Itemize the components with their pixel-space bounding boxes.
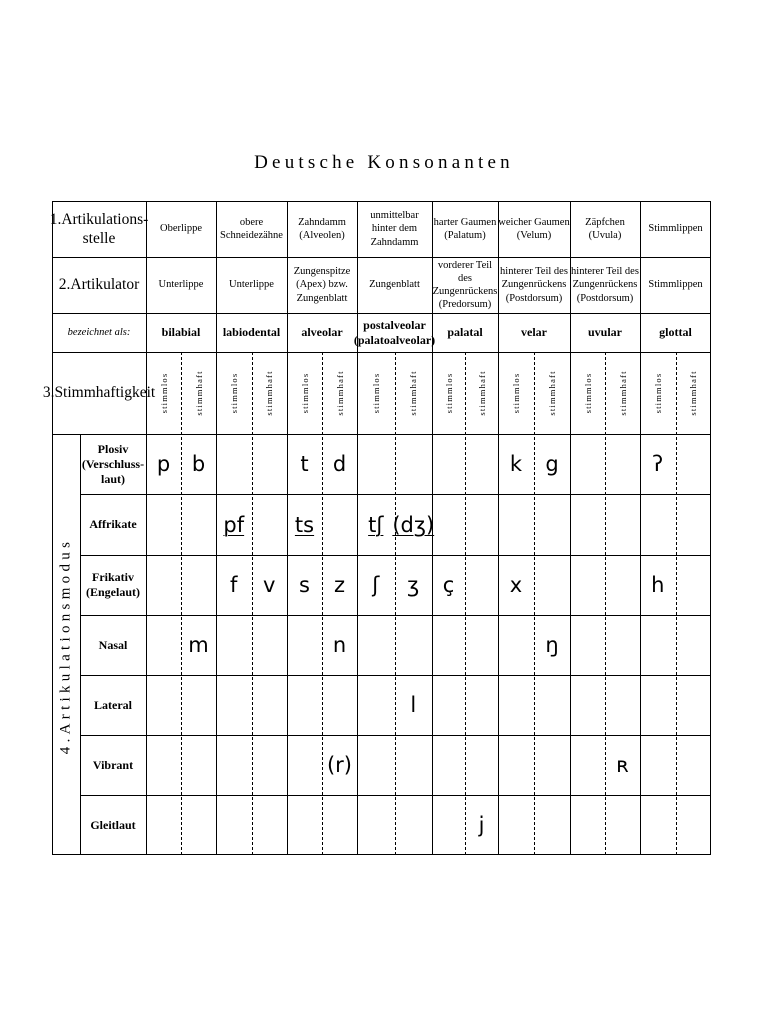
row-label: Gleitlaut <box>90 817 136 832</box>
ipa-symbol: ts <box>294 512 315 537</box>
row-rule <box>80 735 711 736</box>
header-artikulator: hinterer Teil des Zungenrückens (Postdorsum) <box>571 266 639 304</box>
header-artikulator: Unterlippe <box>229 279 274 291</box>
voiced-label: stimmhaft <box>476 370 487 416</box>
label-stimmhaftigkeit: 3.Stimmhaftigkeit <box>42 384 156 402</box>
header-stelle: Zahndamm (Alveolen) <box>298 216 346 241</box>
voiceless-label: stimmlos <box>511 372 521 414</box>
header-name: postalveolar (palatoalveolar) <box>353 317 436 347</box>
header-artikulator: Stimmlippen <box>648 279 703 291</box>
header-name: alveolar <box>301 325 343 339</box>
header-stelle: weicher Gaumen (Velum) <box>498 216 570 241</box>
header-artikulator: Unterlippe <box>158 279 204 291</box>
ipa-symbol: ʀ <box>616 753 629 777</box>
voiceless-label: stimmlos <box>299 372 310 414</box>
ipa-symbol: x <box>509 573 523 597</box>
header-artikulator: Zungenblatt <box>369 279 420 291</box>
header-artikulator: Zungenspitze (Apex) bzw. Zungenblatt <box>293 266 351 304</box>
header-name: palatal <box>447 325 483 339</box>
row-label: Vibrant <box>92 757 134 772</box>
voiceless-label: stimmlos <box>443 372 454 414</box>
voiced-label: stimmhaft <box>334 370 345 416</box>
ipa-symbol: t <box>300 452 309 476</box>
label-artikulator: 2.Artikulator <box>58 276 140 294</box>
header-name: labiodental <box>222 325 281 339</box>
label-artikulationsstelle: 1.Artikulations-stelle <box>49 210 149 247</box>
header-rule <box>52 352 711 353</box>
voiced-label: stimmhaft <box>688 370 699 416</box>
ipa-symbol: v <box>263 573 276 597</box>
voiced-label: stimmhaft <box>193 370 204 416</box>
ipa-symbol: p <box>156 452 171 476</box>
ipa-symbol: (dʒ) <box>392 512 435 537</box>
page-title: Deutsche Konsonanten <box>254 152 514 173</box>
row-label: Affrikate <box>89 517 137 531</box>
voiceless-label: stimmlos <box>652 372 663 414</box>
label-bezeichnet: bezeichnet als: <box>67 326 131 338</box>
ipa-symbol: f <box>230 573 238 597</box>
voicing-divider <box>395 352 396 855</box>
ipa-symbol: n <box>332 633 347 657</box>
voiceless-label: stimmlos <box>158 372 169 414</box>
voicing-divider <box>605 352 606 855</box>
row-label: Nasal <box>98 637 128 652</box>
voicing-divider <box>181 352 182 855</box>
row-rule <box>80 675 711 676</box>
ipa-symbol: pf <box>223 512 245 537</box>
ipa-symbol: m <box>188 633 209 657</box>
voiceless-label: stimmlos <box>228 372 239 414</box>
voiced-label: stimmhaft <box>408 370 419 416</box>
ipa-symbol: b <box>191 452 206 476</box>
header-name: glottal <box>659 325 692 339</box>
ipa-symbol: h <box>651 573 665 597</box>
ipa-symbol: ŋ <box>545 633 559 657</box>
ipa-symbol: k <box>509 452 523 476</box>
header-name: velar <box>521 325 547 339</box>
voiced-label: stimmhaft <box>264 370 275 416</box>
row-rule <box>80 615 711 616</box>
row-label: Frikativ (Engelaut) <box>86 570 140 599</box>
header-name: bilabial <box>161 325 201 339</box>
ipa-symbol: z <box>333 573 346 597</box>
header-stelle: obere Schneidezähne <box>220 216 283 241</box>
header-stelle: harter Gaumen (Palatum) <box>433 216 497 241</box>
row-label: Lateral <box>94 697 132 712</box>
ipa-symbol: j <box>478 813 485 837</box>
voicing-divider <box>676 352 677 855</box>
ipa-symbol: ç <box>442 573 455 597</box>
voiced-label: stimmhaft <box>547 370 557 416</box>
artikulationsmodus-label: 4.Artikulationsmodus <box>57 537 74 755</box>
row-label: Plosiv (Verschluss-laut) <box>81 441 145 486</box>
ipa-symbol: ʒ <box>407 573 420 597</box>
voiceless-label: stimmlos <box>370 372 381 414</box>
ipa-symbol: s <box>299 573 310 597</box>
row-rule <box>80 795 711 796</box>
ipa-symbol: (r) <box>326 753 353 777</box>
ipa-symbol: tʃ <box>368 512 384 537</box>
row-rule <box>80 555 711 556</box>
ipa-symbol: l <box>410 693 417 717</box>
header-stelle: Stimmlippen <box>648 223 703 235</box>
ipa-symbol: ʔ <box>652 452 664 476</box>
header-artikulator: hinterer Teil des Zungenrückens (Postdorsum) <box>500 266 568 304</box>
header-name: uvular <box>587 325 622 339</box>
header-stelle: unmittelbar hinter dem Zahndamm <box>370 210 419 248</box>
header-rule <box>52 434 711 435</box>
row-rule <box>80 494 711 495</box>
ipa-symbol: ʃ <box>372 573 380 597</box>
ipa-symbol: d <box>332 452 347 476</box>
voicing-divider <box>252 352 253 855</box>
voicing-divider <box>465 352 466 855</box>
voiceless-label: stimmlos <box>582 372 593 414</box>
voiced-label: stimmhaft <box>617 370 628 416</box>
ipa-symbol: g <box>545 452 559 476</box>
header-artikulator: vorderer Teil des Zungenrückens (Predorsum) <box>432 259 498 311</box>
header-stelle: Oberlippe <box>160 223 202 235</box>
voicing-divider <box>322 352 323 855</box>
voicing-divider <box>534 352 535 855</box>
header-stelle: Zäpfchen (Uvula) <box>585 216 625 241</box>
